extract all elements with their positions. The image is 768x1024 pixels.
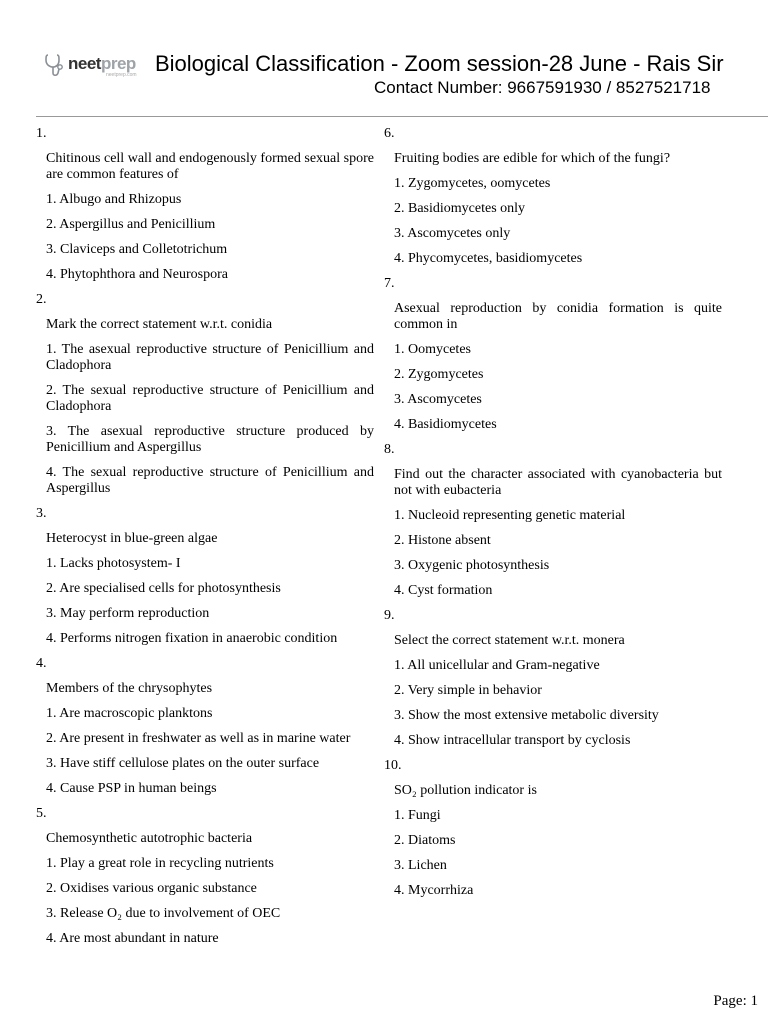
answer-option: 4. Are most abundant in nature	[46, 931, 219, 946]
question-text: Chitinous cell wall and endogenously formed sexual spore are common features of	[46, 151, 374, 182]
answer-option: 3. Ascomycetes only	[394, 226, 511, 241]
answer-option: 2. Are present in freshwater as well as in marine water	[46, 731, 351, 746]
answer-option: 1. All unicellular and Gram-negative	[394, 658, 600, 673]
header-divider	[36, 116, 768, 117]
question-text: Members of the chrysophytes	[46, 681, 213, 696]
answer-option: 3. Oxygenic photosynthesis	[394, 558, 550, 573]
answer-option: 2. Very simple in behavior	[394, 683, 542, 698]
contact-number: Contact Number: 9667591930 / 8527521718	[374, 78, 711, 97]
answer-option: 4. The sexual reproductive structure of Penicillium and Aspergillus	[46, 465, 374, 496]
answer-option: 4. Mycorrhiza	[394, 883, 474, 898]
neetprep-logo	[44, 52, 140, 80]
answer-option: 1. Albugo and Rhizopus	[46, 192, 182, 207]
answer-option: 2. Are specialised cells for photosynthesis	[46, 581, 281, 596]
answer-option: 3. The asexual reproductive structure produced by Penicillium and Aspergillus	[46, 424, 374, 455]
answer-option: 4. Performs nitrogen fixation in anaerobic condition	[46, 631, 338, 646]
question-text: SO₂ pollution indicator is	[394, 783, 537, 798]
answer-option: 4. Show intracellular transport by cyclosis	[394, 733, 631, 748]
question-number: 6.	[384, 126, 395, 141]
answer-option: 1. Zygomycetes, oomycetes	[394, 176, 551, 191]
answer-option: 3. Claviceps and Colletotrichum	[46, 242, 228, 257]
answer-option: 4. Basidiomycetes	[394, 417, 497, 432]
answer-option: 4. Cause PSP in human beings	[46, 781, 217, 796]
answer-option: 1. The asexual reproductive structure of Penicillium and Cladophora	[46, 342, 374, 373]
logo-wordmark: neetprep	[68, 54, 136, 73]
answer-option: 1. Lacks photosystem- I	[46, 556, 181, 571]
question-text: Mark the correct statement w.r.t. conidia	[46, 317, 273, 332]
answer-option: 4. Phycomycetes, basidiomycetes	[394, 251, 583, 266]
answer-option: 3. Have stiff cellulose plates on the outer surface	[46, 756, 320, 771]
question-block	[36, 126, 374, 283]
question-block	[384, 126, 722, 267]
question-block	[384, 608, 722, 749]
answer-option: 1. Oomycetes	[394, 342, 471, 357]
question-text: Asexual reproduction by conidia formation is quite common in	[394, 301, 722, 332]
question-text: Heterocyst in blue-green algae	[46, 531, 218, 546]
answer-option: 4. Phytophthora and Neurospora	[46, 267, 228, 282]
question-block	[36, 806, 374, 947]
question-block	[36, 506, 374, 647]
question-text: Select the correct statement w.r.t. monera	[394, 633, 625, 648]
answer-option: 2. Aspergillus and Penicillium	[46, 217, 216, 232]
question-text: Find out the character associated with cyanobacteria but not with eubacteria	[394, 467, 722, 498]
question-number: 3.	[36, 506, 47, 521]
question-number: 9.	[384, 608, 395, 623]
answer-option: 3. May perform reproduction	[46, 606, 210, 621]
question-number: 5.	[36, 806, 47, 821]
answer-option: 4. Cyst formation	[394, 583, 493, 598]
answer-option: 1. Fungi	[394, 808, 441, 823]
answer-option: 1. Are macroscopic planktons	[46, 706, 213, 721]
page-title: Biological Classification - Zoom session-28 June - Rais Sir	[155, 51, 724, 76]
answer-option: 2. The sexual reproductive structure of Penicillium and Cladophora	[46, 383, 374, 414]
logo-subtext: neetprep.com	[106, 72, 137, 78]
question-block	[384, 276, 722, 433]
answer-option: 3. Ascomycetes	[394, 392, 482, 407]
question-number: 8.	[384, 442, 395, 457]
question-block	[384, 442, 722, 599]
answer-option: 1. Play a great role in recycling nutrients	[46, 856, 274, 871]
question-number: 2.	[36, 292, 47, 307]
answer-option: 3. Show the most extensive metabolic diversity	[394, 708, 659, 723]
question-column-right	[384, 126, 722, 908]
question-number: 7.	[384, 276, 395, 291]
answer-option: 1. Nucleoid representing genetic material	[394, 508, 626, 523]
answer-option: 3. Release O₂ due to involvement of OEC	[46, 906, 281, 921]
answer-option: 3. Lichen	[394, 858, 447, 873]
question-column-left	[36, 126, 374, 956]
question-block	[36, 292, 374, 497]
answer-option: 2. Histone absent	[394, 533, 491, 548]
answer-option: 2. Basidiomycetes only	[394, 201, 526, 216]
question-number: 10.	[384, 758, 402, 773]
page-number: Page: 1	[713, 993, 758, 1009]
question-block	[36, 656, 374, 797]
page-header	[0, 0, 768, 118]
answer-option: 2. Oxidises various organic substance	[46, 881, 257, 896]
answer-option: 2. Zygomycetes	[394, 367, 484, 382]
question-number: 1.	[36, 126, 47, 141]
answer-option: 2. Diatoms	[394, 833, 456, 848]
question-text: Fruiting bodies are edible for which of the fungi?	[394, 151, 671, 166]
question-text: Chemosynthetic autotrophic bacteria	[46, 831, 253, 846]
question-block	[384, 758, 722, 899]
question-number: 4.	[36, 656, 47, 671]
stethoscope-icon	[44, 52, 66, 78]
